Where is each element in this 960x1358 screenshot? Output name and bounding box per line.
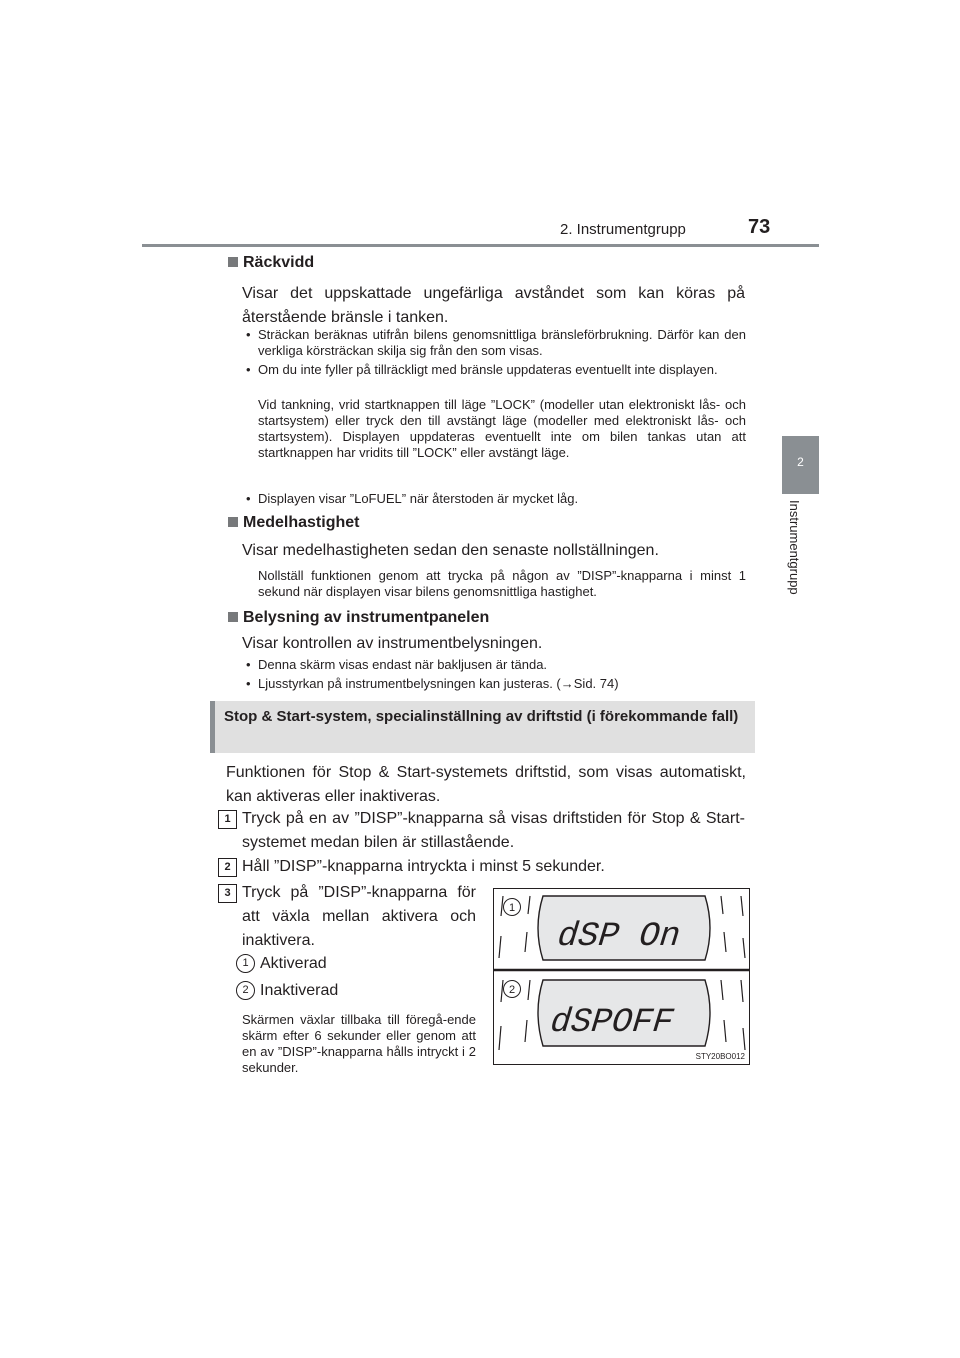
bullet-continuation: Vid tankning, vrid startknappen till läge ”LOCK” (modeller utan elektroniskt lås- och startsystem) eller tryck den till avstängt läge (modeller med elektroniskt lås- och startsystem). Displayen uppdateras eventuellt inte om bilen tankas utan att startknappen har vridits till ”LOCK” eller avstängt läge. (258, 397, 746, 460)
square-bullet-icon (228, 612, 238, 622)
side-tab-number: 2 (782, 436, 819, 494)
section-text-avg-speed: Visar medelhastigheten sedan den senaste nollställningen. (242, 542, 659, 559)
page-number: 73 (748, 216, 771, 238)
display-off-text: dSPOFF (548, 1004, 675, 1042)
legend-label: Aktiverad (260, 955, 327, 972)
final-note: Skärmen växlar tillbaka till föregå-ende skärm efter 6 sekunder eller genom att en av ”DISP”-knapparna hålls intryckt i 2 sekunder. (242, 1012, 476, 1075)
header-rule (142, 244, 819, 247)
legend-number: 2 (236, 981, 255, 1000)
square-bullet-icon (228, 517, 238, 527)
bullet-item: • Ljusstyrkan på instrumentbelysningen kan justeras. (→Sid. 74) (246, 676, 619, 691)
callout-1: 1 (508, 902, 516, 914)
step-number-badge: 2 (218, 858, 237, 877)
chapter-title: 2. Instrumentgrupp (560, 221, 686, 238)
square-bullet-icon (228, 257, 238, 267)
step-text: Tryck på ”DISP”-knapparna för att växla mellan aktivera och inaktivera. (242, 884, 476, 949)
section-heading-range: Räckvidd (228, 254, 314, 272)
bullet-item: • Sträckan beräknas utifrån bilens genomsnittliga bränsleförbrukning. Därför kan den verkliga körsträckan skilja sig från den som visas. (246, 327, 746, 358)
intro-text: Funktionen för Stop & Start-systemets driftstid, som visas automatiskt, kan aktiveras eller inaktiveras. (226, 764, 746, 805)
section-heading-avg-speed: Medelhastighet (228, 514, 359, 532)
bullet-item: • Om du inte fyller på tillräckligt med bränsle uppdateras eventuellt inte displayen. (246, 362, 718, 377)
section-text-illumination: Visar kontrollen av instrumentbelysningen. (242, 635, 543, 652)
step-number-badge: 3 (218, 884, 237, 903)
side-tab-label: Instrumentgrupp (787, 500, 802, 595)
bullet-item: • Displayen visar ”LoFUEL” när återstoden är mycket låg. (246, 491, 579, 506)
section-heading-illumination: Belysning av instrumentpanelen (228, 609, 489, 627)
figure-code: STY20BO012 (695, 1052, 745, 1061)
step-number-badge: 1 (218, 810, 237, 829)
legend-label: Inaktiverad (260, 982, 339, 999)
display-illustration (493, 888, 750, 1065)
step-text: Tryck på en av ”DISP”-knapparna så visas driftstiden för Stop & Start-systemet medan bilen är stillastående. (242, 810, 745, 851)
section-text-range: Visar det uppskattade ungefärliga avståndet som kan köras på återstående bränsle i tanken. (242, 285, 745, 326)
section-note-avg-speed: Nollställ funktionen genom att trycka på någon av ”DISP”-knapparna i minst 1 sekund när displayen visar bilens genomsnittliga hastighet. (258, 568, 746, 599)
step-text: Håll ”DISP”-knapparna intryckta i minst 5 sekunder. (242, 858, 605, 875)
legend-number: 1 (236, 954, 255, 973)
banner-title: Stop & Start-system, specialinställning av driftstid (i förekommande fall) (224, 708, 739, 725)
callout-2: 2 (508, 984, 516, 996)
bullet-item: • Denna skärm visas endast när bakljusen är tända. (246, 657, 548, 672)
display-on-text: dSP On (555, 918, 683, 956)
